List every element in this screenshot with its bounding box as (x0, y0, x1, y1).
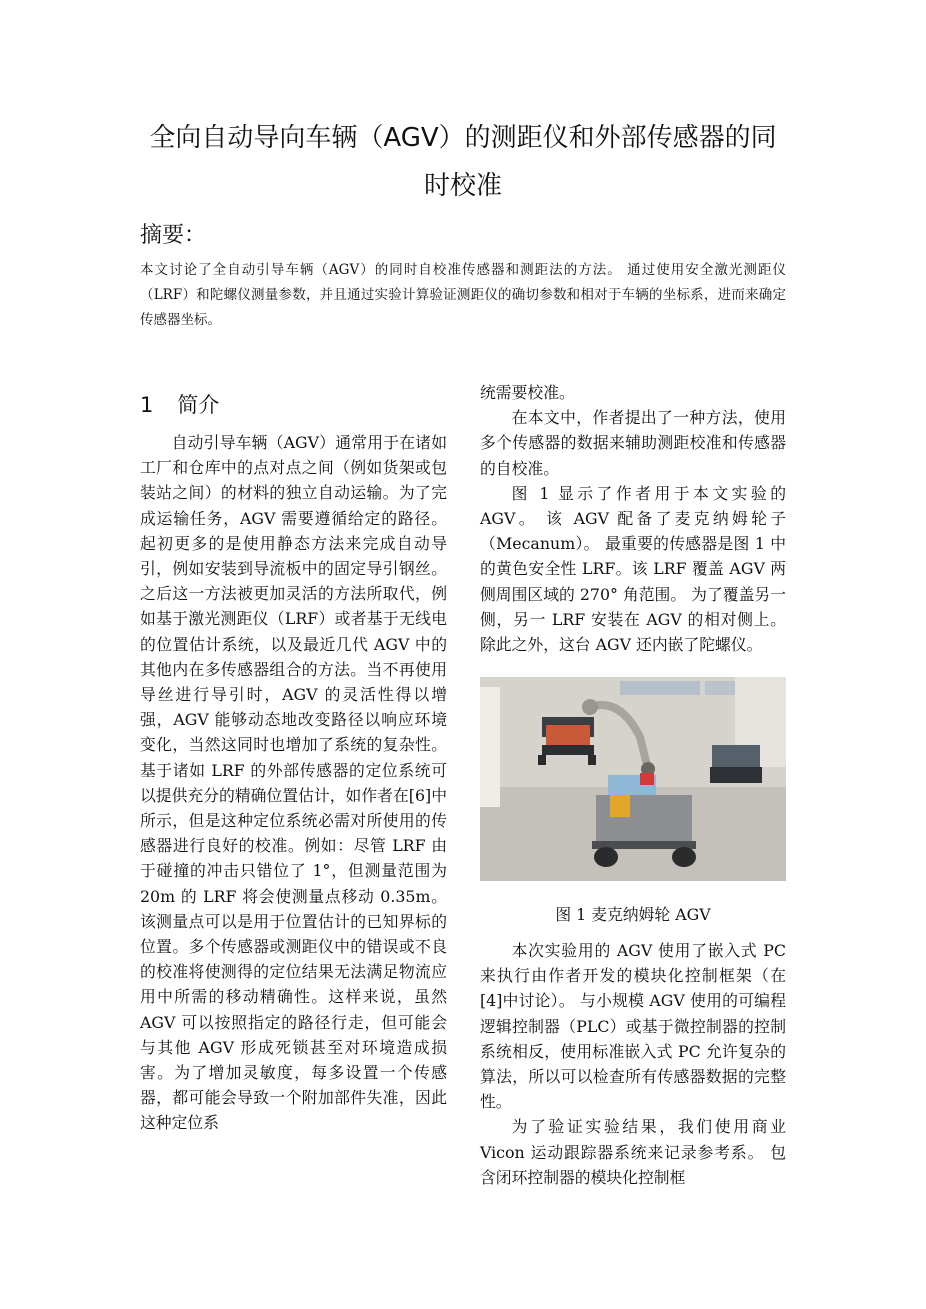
abstract-heading: 摘要： (140, 223, 207, 248)
agv-description-paragraph: 图 1 显示了作者用于本文实验的 AGV。 该 AGV 配备了麦克纳姆轮子（Mecanum）。 最重要的传感器是图 1 中的黄色安全性 LRF。该 LRF 覆盖 AGV 两侧周围区域的 270° 角范围。 为了覆盖另一侧，另一 LRF 安装在 AGV 的相对侧上。 除此之外，这台 AGV 还内嵌了陀螺仪。 (480, 483, 786, 655)
figure-caption: 图 1 麦克纳姆轮 AGV (555, 905, 711, 924)
section-number: 1 (140, 393, 154, 417)
embedded-pc-paragraph: 本次实验用的 AGV 使用了嵌入式 PC 来执行由作者开发的模块化控制框架（在[4]中讨论）。 与小规模 AGV 使用的可编程逻辑控制器（PLC）或基于微控制器的控制系统相反，使用标准嵌入式 PC 允许复杂的算法，所以可以检查所有传感器数据的完整性。 (480, 941, 786, 1112)
section-title: 简介 (177, 393, 220, 417)
vicon-paragraph: 为了验证实验结果，我们使用商业 Vicon 运动跟踪器系统来记录参考系。 包含闭环控制器的模块化控制框 (480, 1117, 786, 1187)
right-column-bottom (480, 938, 786, 1190)
abstract-text: 本文讨论了全自动引导车辆（AGV）的同时自校准传感器和测距法的方法。 通过使用安全激光测距仪（LRF）和陀螺仪测量参数，并且通过实验计算验证测距仪的确切参数和相对于车辆的坐标系，进而来确定传感器坐标。 (140, 262, 786, 328)
agv-photo (480, 677, 786, 881)
section-heading (140, 389, 219, 419)
right-column-top (480, 380, 786, 657)
paragraph-continuation: 统需要校准。 (480, 383, 575, 402)
intro-paragraph: 自动引导车辆（AGV）通常用于在诸如工厂和仓库中的点对点之间（例如货架或包装站之间）的材料的独立自动运输。为了完成运输任务，AGV 需要遵循给定的路径。起初更多的是使用静态方法来完成自动导引，例如安装到导流板中的固定导引钢丝。之后这一方法被更加灵活的方法所取代，例如基于激光测距仪（LRF）或者基于无线电的位置估计系统，以及最近几代 AGV 中的其他内在多传感器组合的方法。当不再使用导丝进行导引时，AGV 的灵活性得以增强，AGV 能够动态地改变路径以响应环境变化，当然这同时也增加了系统的复杂性。基于诸如 LRF 的外部传感器的定位系统可以提供充分的精确位置估计，如作者在[6]中所示，但是这种定位系统必需对所使用的传感器进行良好的校准。例如：尽管 LRF 由于碰撞的冲击只错位了 1°，但测量范围为 20m 的 LRF 将会使测量点移动 0.35m。该测量点可以是用于位置估计的已知界标的位置。多个传感器或测距仪中的错误或不良的校准将使测得的定位结果无法满足物流应用中所需的移动精确性。这样来说，虽然 AGV 可以按照指定的路径行走，但可能会与其他 AGV 形成死锁甚至对环境造成损害。为了增加灵敏度，每多设置一个传感器，都可能会导致一个附加部件失准，因此这种定位系 (140, 433, 447, 1133)
left-column (140, 430, 447, 1136)
method-paragraph: 在本文中，作者提出了一种方法，使用多个传感器的数据来辅助测距校准和传感器的自校准。 (480, 408, 786, 478)
paper-title: 全向自动导向车辆（AGV）的测距仪和外部传感器的同时校准 (149, 123, 777, 201)
agv-photo-illustration (480, 677, 786, 881)
